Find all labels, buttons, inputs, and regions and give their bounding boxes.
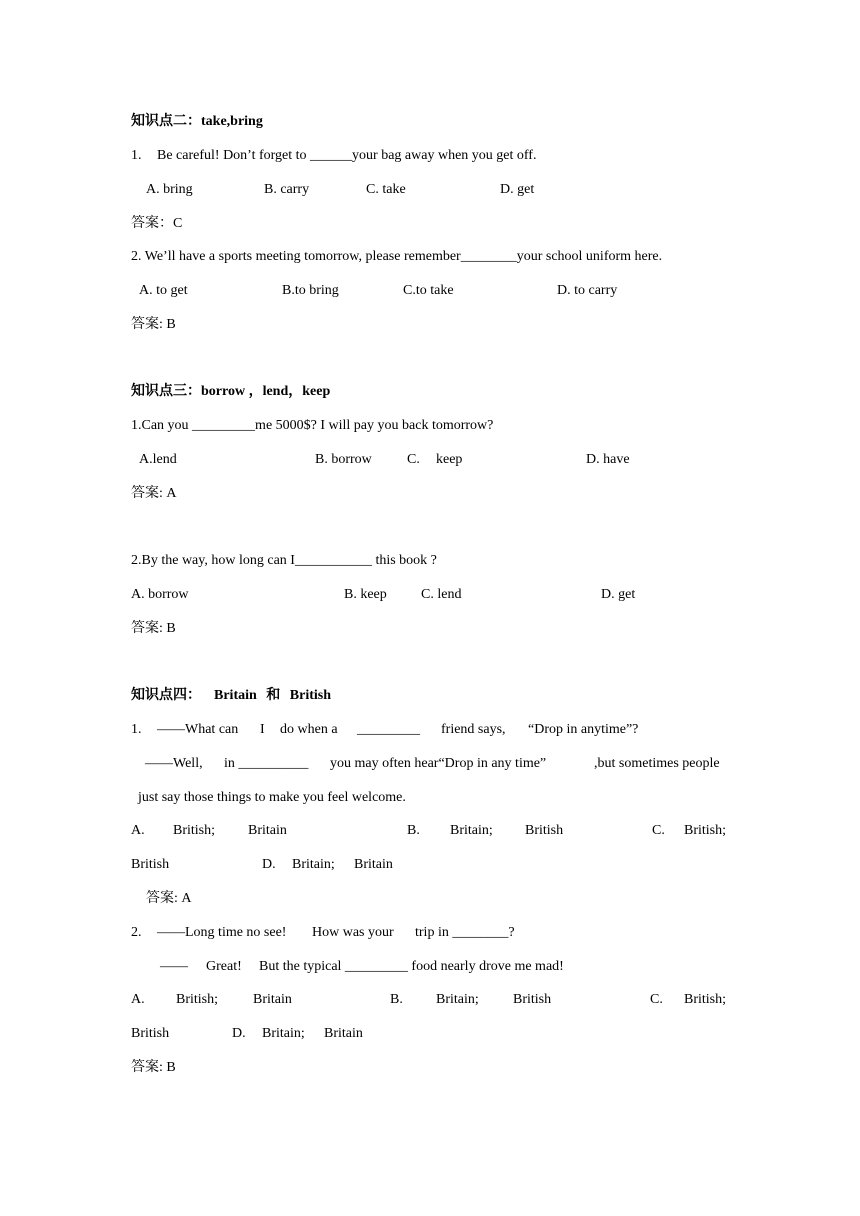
option: keep [436,452,463,467]
options-line [0,180,860,200]
option: Britain; [436,992,479,1007]
answer-line [0,1058,860,1078]
question-text: Great! [206,959,242,974]
answer: 答案：C [131,216,183,231]
options-line [0,821,860,841]
answer: 答案: B [131,317,176,332]
question-line [0,247,860,267]
answer: 答案: B [131,621,176,636]
option: Britain [324,1026,363,1041]
option: Britain; [292,857,335,872]
option: British; [684,823,727,838]
option: A. bring [146,182,193,197]
question-text: friend says, [441,722,506,737]
answer-line [0,315,860,335]
question-text: do when a [280,722,338,737]
option: D. [232,1026,246,1041]
options-line [0,855,860,875]
answer-line [0,619,860,639]
answer: 答案: A [131,486,177,501]
option: A.lend [139,452,177,467]
question-text: ——Well, [145,756,203,771]
question-line [0,416,860,436]
question-text: Be careful! Don’t forget to ______your bag away when you get off. [157,148,537,163]
question-text: trip in ________? [415,925,515,940]
question-text: 2.By the way, how long can I___________ this book ? [131,553,437,568]
question-text: But the typical _________ food nearly drove me mad! [259,959,564,974]
option: D. get [500,182,535,197]
option: A. [131,992,145,1007]
option: British; [173,823,216,838]
option: Britain; [262,1026,305,1041]
question-text: ——Long time no see! [157,925,287,940]
question-number: 1. [131,148,142,163]
question-text: ——What can [157,722,239,737]
heading-prefix: 知识点四： [131,688,201,703]
question-number: 2. [131,925,142,940]
question-text: “Drop in anytime”? [528,722,639,737]
heading-text: Britain 和 British [214,688,332,703]
option: A. borrow [131,587,189,602]
question-line [0,720,860,740]
question-text: —— [160,959,188,974]
question-text: I [260,722,265,737]
question-line [0,551,860,571]
option: C. lend [421,587,462,602]
options-line [0,585,860,605]
options-line [0,281,860,301]
option: Britain [253,992,292,1007]
heading-text: 知识点二：take,bring [131,114,263,129]
option: A. to get [139,283,188,298]
option: British [513,992,552,1007]
option: C.to take [403,283,454,298]
question-line [0,923,860,943]
question-line [0,754,860,774]
question-line [0,146,860,166]
option: Britain [248,823,287,838]
option: B. borrow [315,452,372,467]
question-text: just say those things to make you feel welcome. [138,790,406,805]
question-number: 1. [131,722,142,737]
option: B. keep [344,587,387,602]
option: C. take [366,182,406,197]
option: B.to bring [282,283,339,298]
option: D. have [586,452,630,467]
options-line [0,450,860,470]
answer-line [0,889,860,909]
option: British; [176,992,219,1007]
option: British [131,857,170,872]
options-line [0,1024,860,1044]
option: B. [390,992,403,1007]
question-line [0,788,860,808]
option: British [131,1026,170,1041]
section-heading [0,686,860,706]
question-line [0,957,860,977]
option: B. [407,823,420,838]
heading-text: 知识点三：borrow ，lend，keep [131,384,331,399]
section-heading [0,382,860,402]
option: C. [652,823,665,838]
option: C. [650,992,663,1007]
question-text: ,but sometimes people [594,756,720,771]
option: B. carry [264,182,310,197]
option: D. [262,857,276,872]
option: D. to carry [557,283,618,298]
option: D. get [601,587,636,602]
answer-line [0,214,860,234]
option: C. [407,452,420,467]
question-blank: _________ [357,722,420,737]
section-heading [0,112,860,132]
option: Britain [354,857,393,872]
answer-line [0,484,860,504]
option: British; [684,992,727,1007]
question-text: 1.Can you _________me 5000$? I will pay you back tomorrow? [131,418,494,433]
option: Britain; [450,823,493,838]
options-line [0,990,860,1010]
option: A. [131,823,145,838]
option: British [525,823,564,838]
question-text: you may often hear“Drop in any time” [330,756,547,771]
question-text: in __________ [224,756,309,771]
answer: 答案: A [146,891,192,906]
question-text: How was your [312,925,394,940]
answer: 答案: B [131,1060,176,1075]
question-text: 2. We’ll have a sports meeting tomorrow, please remember________your school uniform here. [131,249,663,264]
